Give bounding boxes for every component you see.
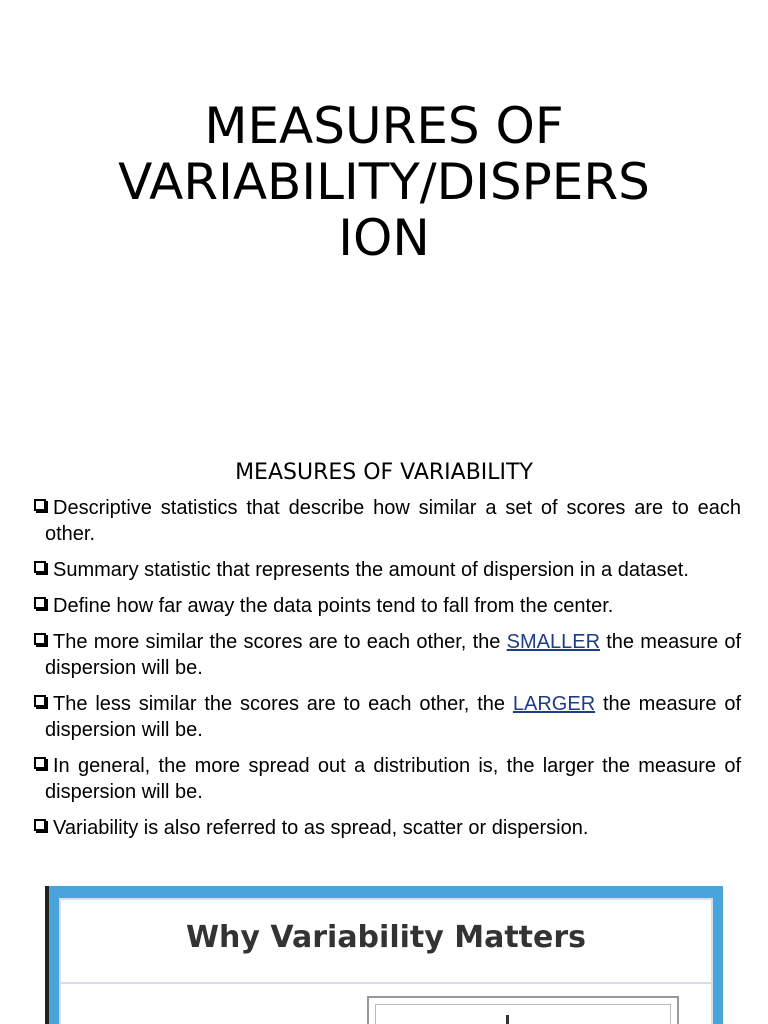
bullet-text bbox=[45, 693, 741, 741]
figure-chart-inner bbox=[375, 1004, 671, 1024]
checkbox-bullet-icon bbox=[34, 757, 46, 769]
bullet-text: Summary statistic that represents the amount of dispersion in a dataset. bbox=[53, 559, 689, 581]
bullet-text bbox=[45, 631, 741, 679]
figure-chart-mark bbox=[506, 1015, 509, 1024]
bullet-item bbox=[32, 815, 741, 841]
checkbox-bullet-icon bbox=[34, 695, 46, 707]
figure-title: Why Variability Matters bbox=[185, 920, 587, 955]
bullet-item bbox=[32, 691, 741, 743]
checkbox-bullet-icon bbox=[34, 561, 46, 573]
figure-divider bbox=[61, 982, 711, 984]
figure-frame-edge bbox=[45, 886, 49, 1024]
bullet-text: Define how far away the data points tend to fall from the center. bbox=[53, 595, 614, 617]
bullet-item bbox=[32, 629, 741, 681]
bullet-text-after: the measure of dispersion will be. bbox=[45, 693, 742, 741]
slide-title: MEASURES OF VARIABILITY/DISPERS ION bbox=[118, 97, 650, 267]
checkbox-bullet-icon bbox=[34, 499, 46, 511]
checkbox-bullet-icon bbox=[34, 819, 46, 831]
checkbox-bullet-icon bbox=[34, 633, 46, 645]
section-heading: MEASURES OF VARIABILITY bbox=[235, 460, 533, 485]
figure-chart-box bbox=[367, 996, 679, 1024]
figure-panel bbox=[59, 898, 713, 1024]
bullet-text: Variability is also referred to as spread, scatter or dispersion. bbox=[53, 817, 589, 839]
bullet-item bbox=[32, 495, 741, 547]
variability-figure bbox=[45, 886, 723, 1024]
bullet-text-before: The more similar the scores are to each other, the bbox=[53, 631, 507, 653]
bullet-item bbox=[32, 593, 741, 619]
bullet-item bbox=[32, 753, 741, 805]
bullet-text: Descriptive statistics that describe how similar a set of scores are to each other. bbox=[45, 497, 741, 545]
bullet-text: In general, the more spread out a distribution is, the larger the measure of dispersion will be. bbox=[45, 755, 741, 803]
larger-link[interactable]: LARGER bbox=[512, 693, 596, 715]
bullet-list bbox=[32, 495, 741, 851]
checkbox-bullet-icon bbox=[34, 597, 46, 609]
bullet-item bbox=[32, 557, 741, 583]
bullet-text-after: the measure of dispersion will be. bbox=[45, 631, 742, 679]
bullet-text-before: The less similar the scores are to each other, the bbox=[53, 693, 513, 715]
smaller-link[interactable]: SMALLER bbox=[506, 631, 601, 653]
